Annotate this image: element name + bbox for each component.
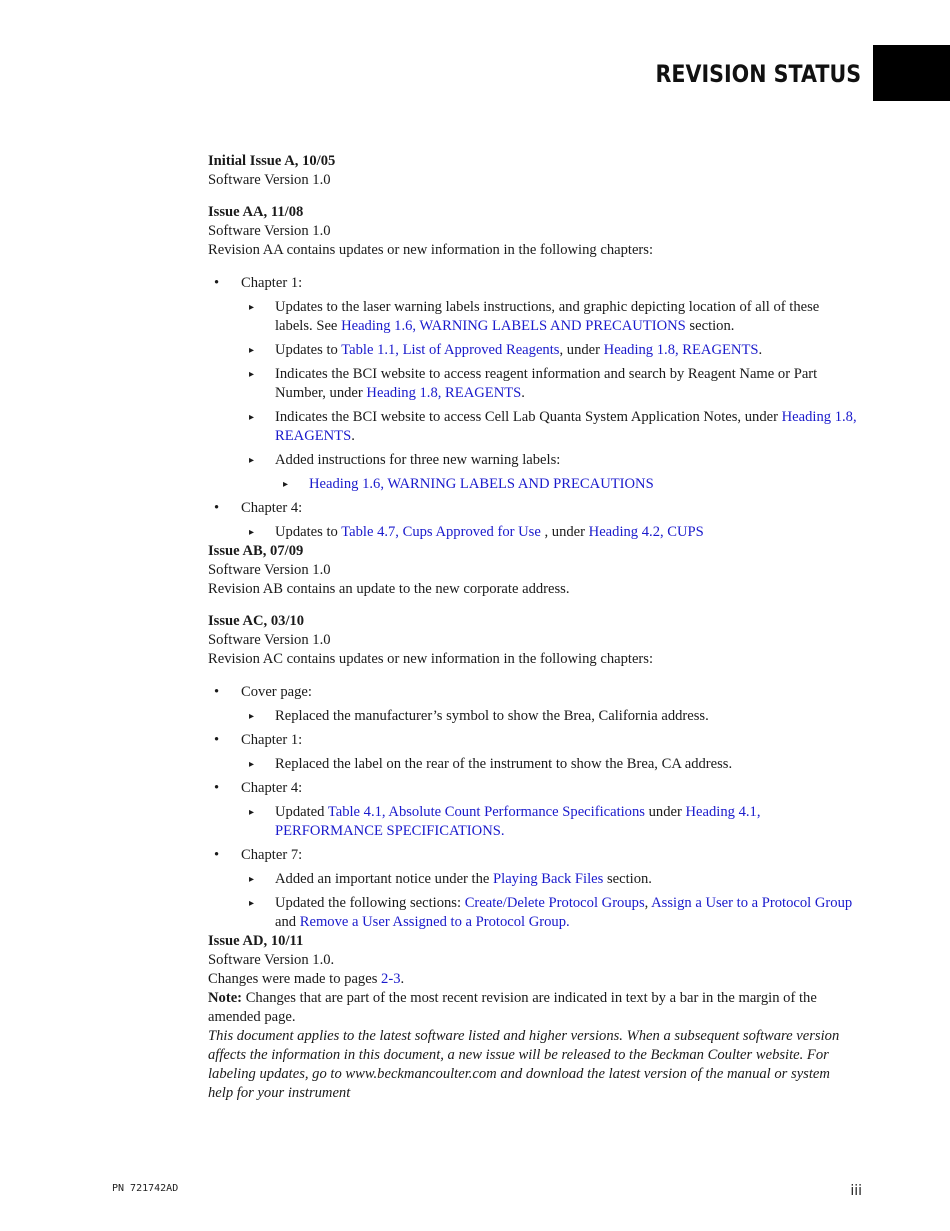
- issue-ab-section: [208, 542, 858, 599]
- revision-content: [208, 152, 858, 1103]
- cross-reference-link[interactable]: Table 1.1, List of Approved Reagents: [341, 342, 560, 358]
- item-text: Indicates the BCI website to access reagent information and search by Reagent Name or Part Number, under: [275, 366, 818, 401]
- item-text: , under: [540, 524, 589, 540]
- triangle-bullet-icon: ▸: [249, 412, 255, 423]
- triangle-bullet-icon: ▸: [283, 479, 289, 490]
- page-number: iii: [850, 1183, 862, 1199]
- changes-line: [208, 970, 858, 989]
- cross-reference-link[interactable]: Table 4.7, Cups Approved for Use: [341, 524, 541, 540]
- issue-ac-section: [208, 612, 858, 932]
- list-item: [208, 298, 858, 336]
- bullet-icon: •: [214, 732, 220, 748]
- chapter-label: Chapter 4:: [241, 500, 303, 516]
- disclaimer-paragraph: This document applies to the latest software listed and higher versions. When a subsequent software version affects the information in this document, a new issue will be released to the Beckman Coulter website. For labeling updates, go to www.beckmancoulter.com and download the latest version of the manual or system help for your instrument: [208, 1028, 840, 1101]
- list-item: [208, 408, 858, 446]
- issue-ad-section: [208, 932, 858, 989]
- note-paragraph: [208, 989, 858, 1027]
- item-text: Added instructions for three new warning labels:: [275, 452, 561, 468]
- issue-heading: Issue AA, 11/08: [208, 204, 304, 220]
- item-text: .: [521, 385, 525, 401]
- change-list: [208, 683, 858, 932]
- revision-intro: Revision AC contains updates or new information in the following chapters:: [208, 651, 654, 667]
- issue-heading: Issue AC, 03/10: [208, 613, 305, 629]
- list-item: [208, 451, 858, 470]
- issue-heading: Issue AB, 07/09: [208, 543, 304, 559]
- item-text: Updates to: [275, 342, 342, 358]
- issue-heading: Initial Issue A, 10/05: [208, 153, 336, 169]
- bullet-icon: •: [214, 684, 220, 700]
- list-item: [208, 707, 858, 726]
- page-link[interactable]: 2-3: [381, 971, 401, 987]
- triangle-bullet-icon: ▸: [249, 711, 255, 722]
- issue-heading: Issue AD, 10/11: [208, 933, 304, 949]
- list-item: [208, 870, 858, 889]
- item-text: Replaced the manufacturer’s symbol to show the Brea, California address.: [275, 708, 709, 724]
- software-version: Software Version 1.0: [208, 223, 331, 239]
- bullet-icon: •: [214, 275, 220, 291]
- cross-reference-link[interactable]: Assign a User to a Protocol Group: [651, 895, 853, 911]
- issue-a-section: [208, 152, 858, 190]
- cross-reference-link[interactable]: Create/Delete Protocol Groups: [464, 895, 645, 911]
- item-text: Added an important notice under the: [275, 871, 494, 887]
- list-item: [208, 365, 858, 403]
- cross-reference-link[interactable]: Playing Back Files: [493, 871, 604, 887]
- cross-reference-link[interactable]: Heading 1.8, REAGENTS: [603, 342, 759, 358]
- list-item: [208, 274, 858, 293]
- item-text: .: [758, 342, 763, 358]
- list-item: [208, 683, 858, 702]
- triangle-bullet-icon: ▸: [249, 898, 255, 909]
- item-text: Indicates the BCI website to access Cell Lab Quanta System Application Notes, under: [275, 409, 782, 425]
- chapter-label: Chapter 1:: [241, 275, 303, 291]
- triangle-bullet-icon: ▸: [249, 455, 255, 466]
- cross-reference-link[interactable]: Table 4.1, Absolute Count Performance Specifications: [327, 804, 645, 820]
- triangle-bullet-icon: ▸: [249, 345, 255, 356]
- triangle-bullet-icon: ▸: [249, 759, 255, 770]
- cross-reference-link[interactable]: Heading 1.6, WARNING LABELS AND PRECAUTIONS: [309, 476, 654, 492]
- cross-reference-link[interactable]: Heading 4.1, PERFORMANCE SPECIFICATIONS: [275, 804, 761, 839]
- item-text: .: [566, 914, 570, 930]
- cross-reference-link[interactable]: Heading 4.2, CUPS: [588, 524, 704, 540]
- cross-reference-link[interactable]: Heading 1.6, WARNING LABELS AND PRECAUTIONS: [341, 318, 686, 334]
- note-label: Note:: [208, 990, 243, 1006]
- changes-text: .: [400, 971, 405, 987]
- item-text: section.: [685, 318, 735, 334]
- revision-description: Revision AB contains an update to the new corporate address.: [208, 581, 570, 597]
- list-item: [208, 894, 858, 932]
- cross-reference-link[interactable]: Remove a User Assigned to a Protocol Group: [299, 914, 567, 930]
- list-item: [208, 499, 858, 518]
- item-text: Updates to the laser warning labels instructions, and graphic depicting location of all of these labels. See: [275, 299, 820, 334]
- list-item: [208, 731, 858, 750]
- change-list: [208, 274, 858, 542]
- cross-reference-link[interactable]: Heading 1.8, REAGENTS: [275, 409, 857, 444]
- bullet-icon: •: [214, 847, 220, 863]
- changes-text: Changes were made to pages: [208, 971, 382, 987]
- item-text: , under: [559, 342, 604, 358]
- chapter-label: Chapter 1:: [241, 732, 303, 748]
- chapter-label: Chapter 7:: [241, 847, 303, 863]
- note-text: Changes that are part of the most recent revision are indicated in text by a bar in the margin of the amended page.: [208, 990, 817, 1025]
- chapter-label: Cover page:: [241, 684, 312, 700]
- chapter-tab-block: [873, 45, 950, 101]
- bullet-icon: •: [214, 780, 220, 796]
- item-text: .: [351, 428, 355, 444]
- software-version: Software Version 1.0.: [208, 952, 335, 968]
- chapter-label: Chapter 4:: [241, 780, 303, 796]
- list-item: [208, 755, 858, 774]
- item-text: Updated the following sections:: [275, 895, 465, 911]
- triangle-bullet-icon: ▸: [249, 369, 255, 380]
- item-text: Updates to: [275, 524, 342, 540]
- item-text: and: [275, 914, 300, 930]
- software-version: Software Version 1.0: [208, 562, 331, 578]
- item-text: Updated: [275, 804, 328, 820]
- triangle-bullet-icon: ▸: [249, 527, 255, 538]
- item-text: under: [644, 804, 686, 820]
- item-text: ,: [644, 895, 652, 911]
- bullet-icon: •: [214, 500, 220, 516]
- triangle-bullet-icon: ▸: [249, 807, 255, 818]
- item-text: Replaced the label on the rear of the instrument to show the Brea, CA address.: [275, 756, 733, 772]
- part-number: PN 721742AD: [112, 1183, 179, 1194]
- list-item: [208, 779, 858, 798]
- cross-reference-link[interactable]: Heading 1.8, REAGENTS: [366, 385, 522, 401]
- page-title: REVISION STATUS: [655, 60, 861, 88]
- item-text: .: [500, 823, 505, 839]
- triangle-bullet-icon: ▸: [249, 302, 255, 313]
- triangle-bullet-icon: ▸: [249, 874, 255, 885]
- list-item: [208, 846, 858, 865]
- list-item: [208, 475, 858, 494]
- item-text: section.: [603, 871, 652, 887]
- list-item: [208, 523, 858, 542]
- list-item: [208, 803, 858, 841]
- issue-aa-section: [208, 203, 858, 542]
- list-item: [208, 341, 858, 360]
- software-version: Software Version 1.0: [208, 632, 331, 648]
- software-version: Software Version 1.0: [208, 172, 331, 188]
- revision-intro: Revision AA contains updates or new information in the following chapters:: [208, 242, 654, 258]
